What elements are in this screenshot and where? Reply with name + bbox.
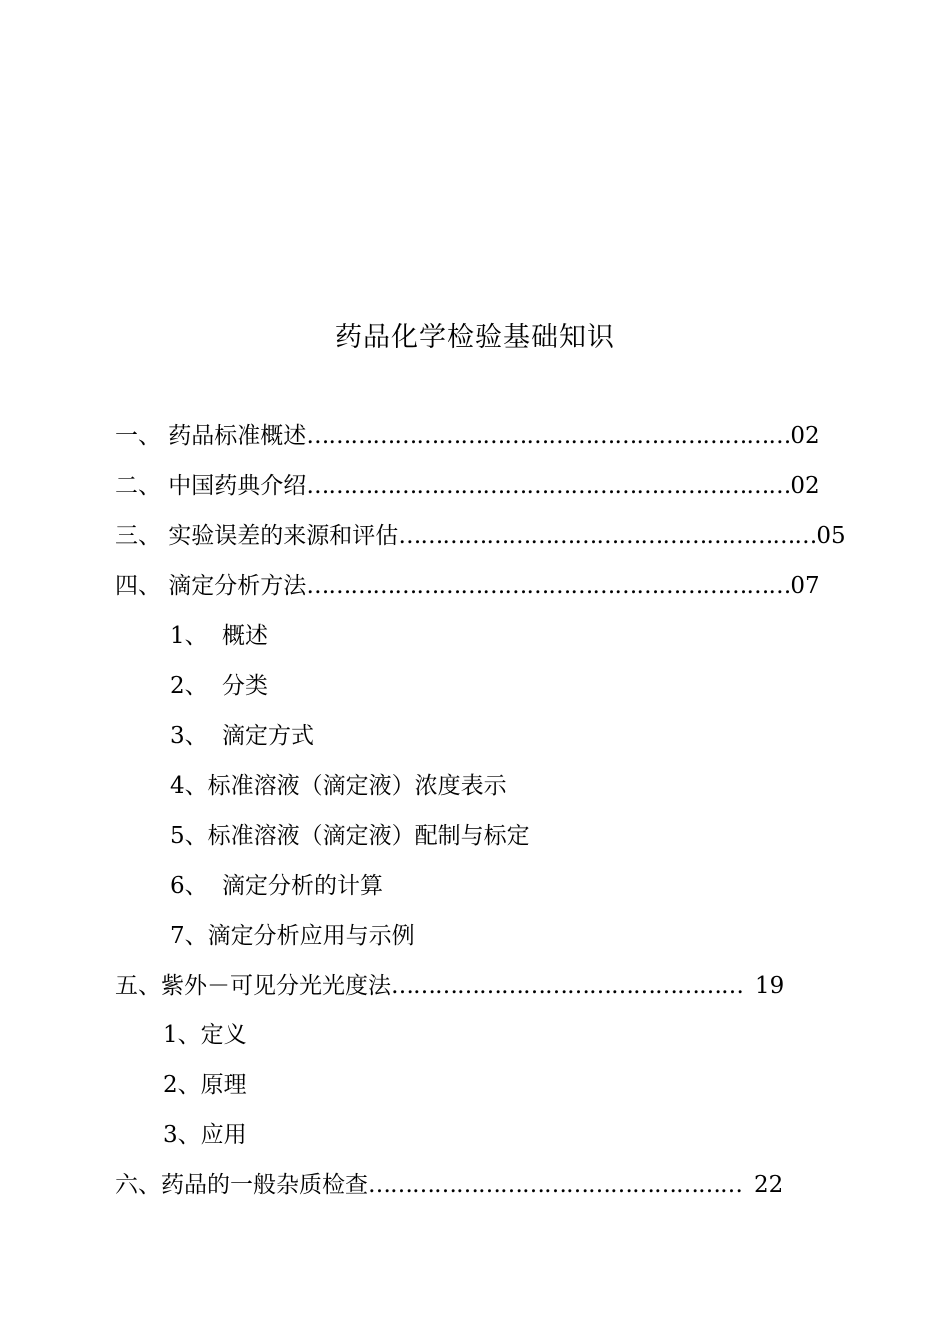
toc-subentry xyxy=(170,820,530,852)
toc-leader-dots: ………………………………………… xyxy=(391,973,743,999)
toc-subentry-text: 标准溶液（滴定液）浓度表示 xyxy=(207,773,507,799)
toc-page-number: 19 xyxy=(755,973,785,999)
toc-subentry-text: 滴定分析应用与示例 xyxy=(207,923,415,949)
toc-subentry: 1、定义 xyxy=(163,1022,247,1048)
toc-subentry xyxy=(170,920,415,952)
toc-subentry-number: 4、 xyxy=(170,773,208,799)
toc-page-number: 05 xyxy=(816,523,846,549)
toc-subentry-text: 标准溶液（滴定液）配制与标定 xyxy=(207,823,530,849)
toc-leader-dots: …………………………………………… xyxy=(368,1172,742,1198)
toc-entry-label: 四、 滴定分析方法 xyxy=(115,573,307,599)
toc-subentry-number: 3、 xyxy=(170,723,208,749)
toc-subentry-number: 2、 xyxy=(170,673,208,699)
toc-subentry-number: 6、 xyxy=(170,873,208,899)
toc-leader-dots: ………………………………………………………… xyxy=(306,423,791,449)
toc-page-number: 07 xyxy=(790,573,820,599)
toc-page-number: 02 xyxy=(790,423,820,449)
toc-subentry-text: 滴定分析的计算 xyxy=(222,873,383,899)
toc-entry-label: 五、紫外－可见分光光度法 xyxy=(115,973,391,999)
toc-subentry xyxy=(170,770,507,802)
toc-entry-label: 六、药品的一般杂质检查 xyxy=(115,1172,368,1198)
toc-subentry-text: 概述 xyxy=(222,623,268,649)
toc-entry-chapter-2 xyxy=(115,470,820,502)
toc-leader-dots: ………………………………………………………… xyxy=(306,573,791,599)
toc-subentry xyxy=(170,670,268,702)
toc-entry-chapter-5 xyxy=(115,970,785,1002)
toc-subentry: 3、应用 xyxy=(163,1122,247,1148)
toc-leader-dots: ………………………………………………………… xyxy=(306,473,791,499)
toc-subentry-number: 1、 xyxy=(170,623,208,649)
toc-entry-label: 一、 药品标准概述 xyxy=(115,423,307,449)
toc-subentry-text: 滴定方式 xyxy=(222,723,314,749)
toc-subentry-number: 5、 xyxy=(170,823,208,849)
toc-subentry xyxy=(170,870,383,902)
toc-entry-label: 二、 中国药典介绍 xyxy=(115,473,307,499)
toc-subentry-number: 7、 xyxy=(170,923,208,949)
toc-entry-chapter-6 xyxy=(115,1169,784,1201)
toc-entry-chapter-1 xyxy=(115,420,820,452)
toc-subentry: 2、原理 xyxy=(163,1072,247,1098)
toc-entry-label: 三、 实验误差的来源和评估 xyxy=(115,523,399,549)
toc-subentry xyxy=(170,720,314,752)
toc-leader-dots: ………………………………………………… xyxy=(398,523,817,549)
toc-subentry xyxy=(170,620,268,652)
document-title: 药品化学检验基础知识 xyxy=(335,322,615,353)
toc-page-number: 22 xyxy=(754,1172,784,1198)
toc-page-number: 02 xyxy=(790,473,820,499)
toc-entry-chapter-3 xyxy=(115,520,846,552)
toc-entry-chapter-4 xyxy=(115,570,820,602)
toc-subentry-text: 分类 xyxy=(222,673,268,699)
